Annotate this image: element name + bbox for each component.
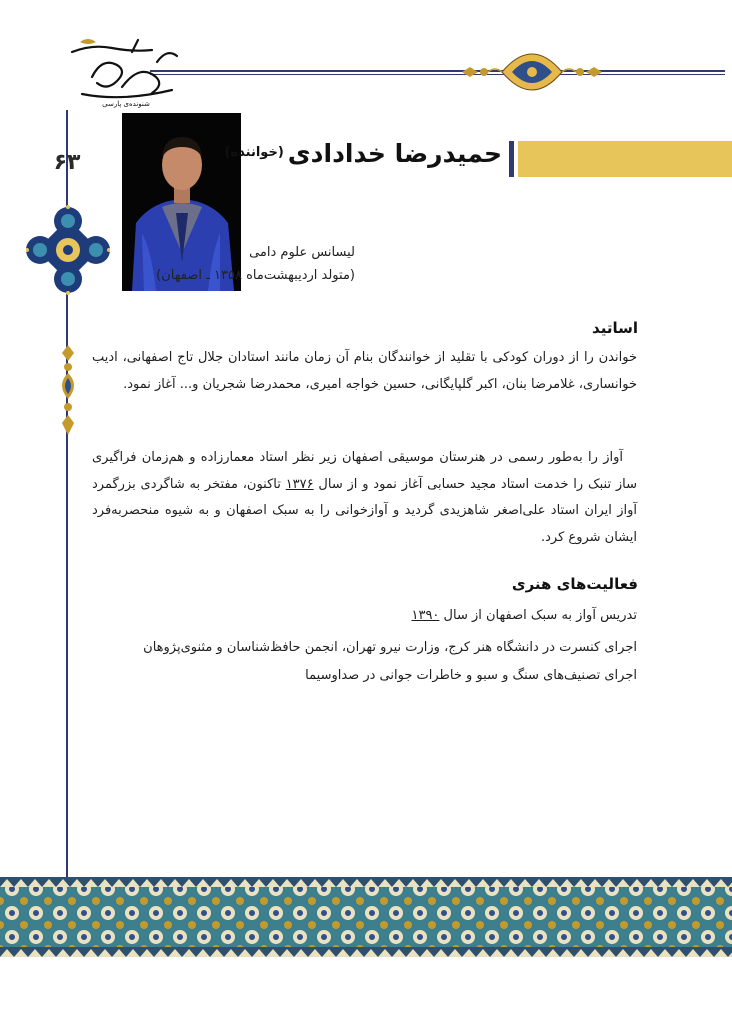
person-degree: لیسانس علوم دامی xyxy=(249,245,355,260)
page-number: ۶۳ xyxy=(53,150,81,175)
name-bar xyxy=(518,141,732,177)
arts-title: فعالیت‌های هنری xyxy=(511,575,638,593)
teachers-title: اساتید xyxy=(592,319,638,337)
teachers-paragraph-2 xyxy=(92,445,637,551)
header-rule xyxy=(150,70,725,72)
name-bar-accent xyxy=(509,141,514,177)
teachers-p2-after: تاکنون، مفتخر به شاگردی بزرگمرد آواز ایران استاد علی‌اصغر شاهزیدی گردید و آوازخوانی را به سبک اصفهان و به شیوه منحصربه‌فرد ایشان شروع کرد. xyxy=(92,476,637,545)
teachers-p2-year: ۱۳۷۶ xyxy=(285,476,314,492)
arts-line-2: اجرای کنسرت در دانشگاه هنر کرج، وزارت نیرو تهران، انجمن حافظ‌شناسان و مثنوی‌پژوهان xyxy=(143,640,637,655)
brand-logo-text: شنونده‌ی پارسی xyxy=(102,100,150,108)
pendant-ornament-icon xyxy=(54,345,82,435)
teachers-p2-before: آواز را به‌طور رسمی در هنرستان موسیقی اصفهان زیر نظر استاد معمارزاده و هم‌زمان فراگیری ساز تنبک را خدمت استاد مجید حسابی آغاز نمود و از سال xyxy=(92,450,637,492)
arts-line-1-text: تدریس آواز به سبک اصفهان از سال xyxy=(439,608,637,623)
person-name: حمیدرضا خدادادی xyxy=(287,139,502,168)
header-rule-thin xyxy=(150,74,725,75)
person-role: (خواننده) xyxy=(224,144,284,160)
portrait-image xyxy=(122,113,241,291)
brand-logo xyxy=(62,32,190,112)
teachers-paragraph-1: خواندن را از دوران کودکی با تقلید از خوانندگان بنام آن زمان مانند استادان جلال تاج اصفهانی، ادیب خوانساری، غلامرضا بنان، اکبر گلپایگانی، حسین خواجه امیری، محمدرضا شجریان و... آغاز نمود. xyxy=(92,350,637,392)
arts-line-1 xyxy=(411,608,637,623)
arabesque-medallion-icon xyxy=(462,52,602,92)
portrait-photo xyxy=(122,113,241,291)
arts-line-3: اجرای تصنیف‌های سنگ و سبو و خاطرات جوانی در صداوسیما xyxy=(305,668,637,683)
islamic-tile-border xyxy=(0,877,732,957)
person-name-heading xyxy=(225,139,502,168)
person-birth: (متولد اردیبهشت‌ماه ۱۳۵۸ ـ اصفهان) xyxy=(156,268,355,283)
arts-line-1-year: ۱۳۹۰ xyxy=(411,608,440,623)
quatrefoil-medallion-icon xyxy=(26,205,110,295)
